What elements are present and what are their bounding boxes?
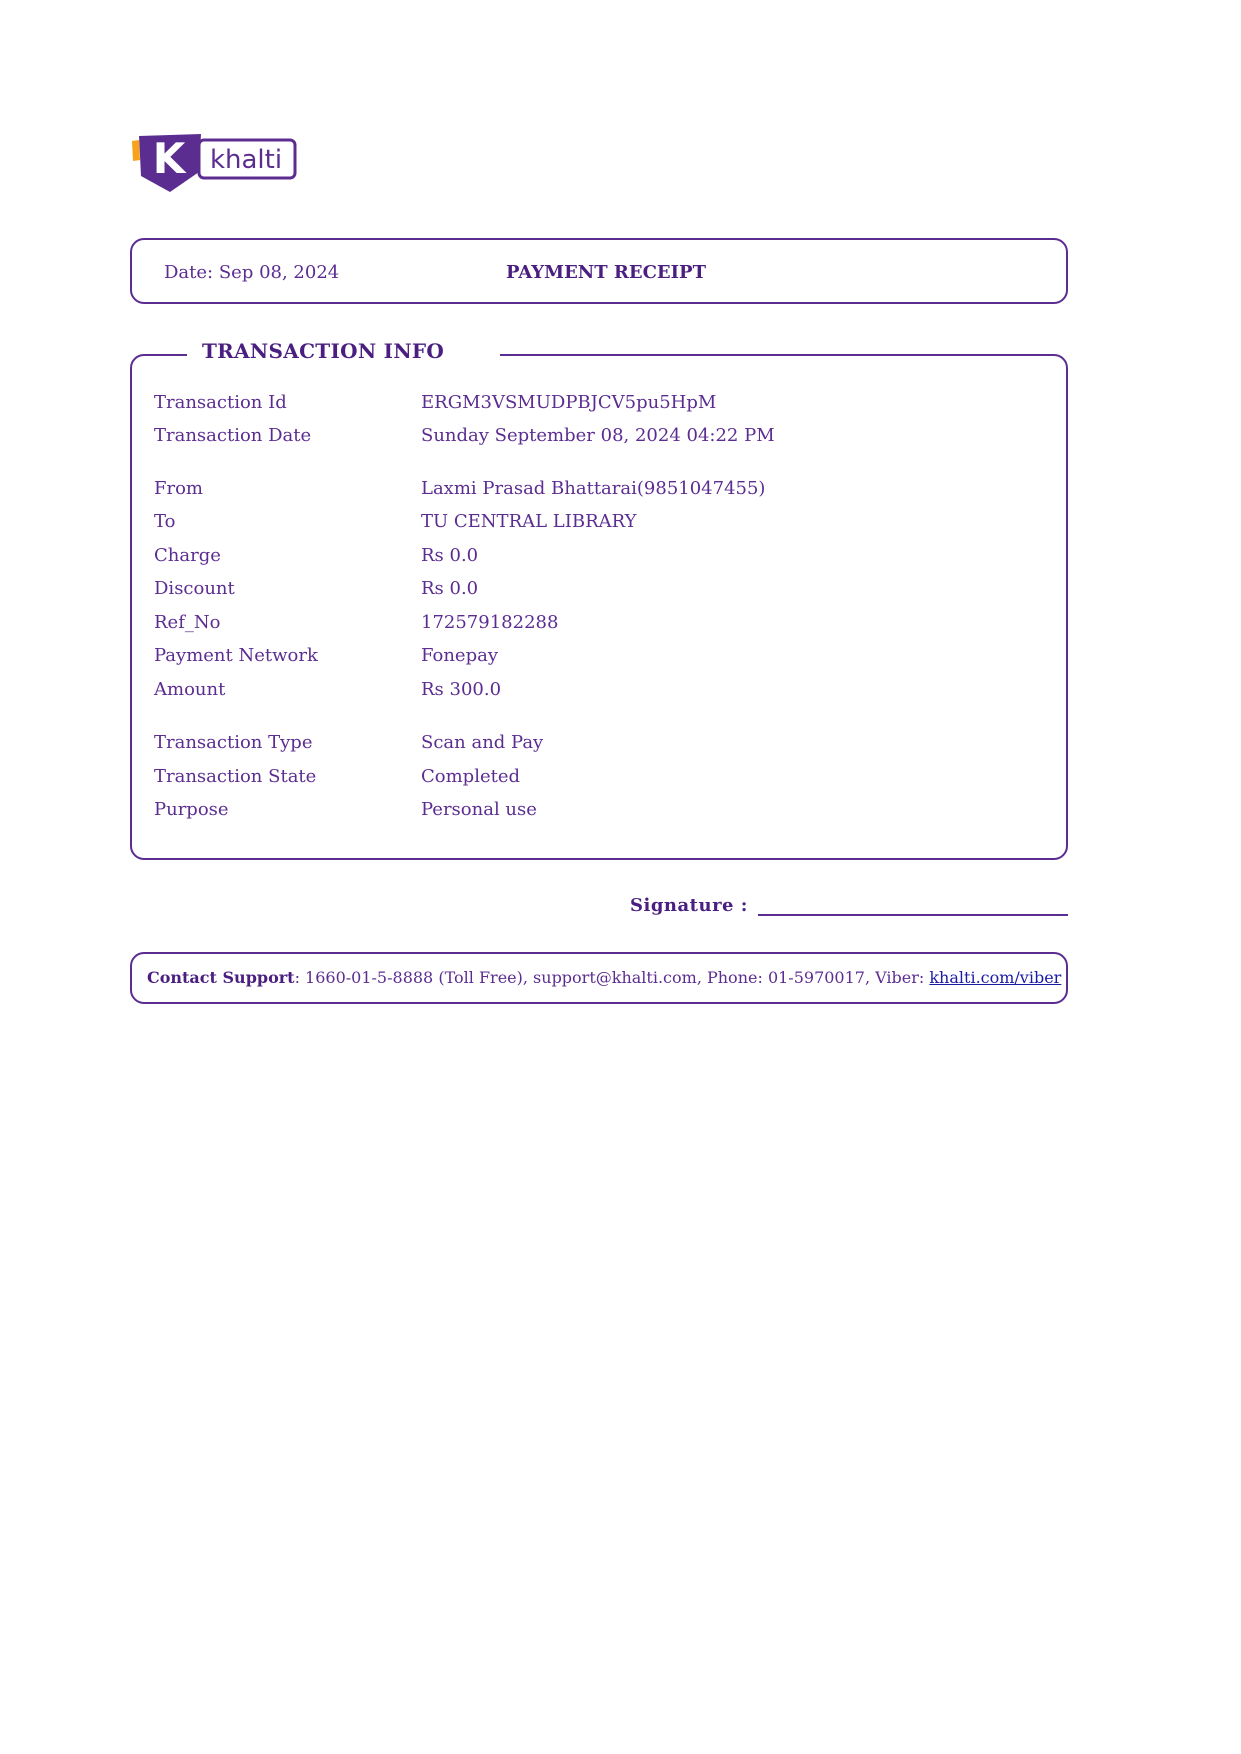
info-value: ERGM3VSMUDPBJCV5pu5HpM (421, 392, 717, 413)
info-label: Purpose (154, 799, 229, 820)
info-value: Sunday September 08, 2024 04:22 PM (421, 425, 775, 446)
contact-support-details: : 1660-01-5-8888 (Toll Free), support@khalti.com, Phone: 01-5970017, Viber: (294, 968, 930, 987)
receipt-date: Date: Sep 08, 2024 (164, 262, 340, 283)
info-label: Transaction Id (154, 392, 287, 413)
info-label: Charge (154, 545, 221, 566)
info-row (154, 799, 537, 820)
info-row (154, 478, 765, 499)
info-row (154, 645, 498, 666)
info-label: Discount (154, 578, 235, 599)
receipt-title: PAYMENT RECEIPT (506, 262, 706, 283)
info-row (154, 578, 478, 599)
receipt-header (130, 238, 1068, 304)
viber-link[interactable]: khalti.com/viber (929, 968, 1062, 987)
info-row (154, 612, 558, 633)
transaction-info-panel (130, 339, 1068, 860)
info-row (154, 679, 501, 700)
info-row (154, 732, 543, 753)
contact-support-text (147, 968, 1061, 987)
khalti-logo (129, 130, 299, 196)
info-label: Payment Network (154, 645, 318, 666)
info-value: Rs 0.0 (421, 545, 479, 566)
info-value: Rs 0.0 (421, 578, 479, 599)
info-label: To (154, 511, 176, 532)
info-row (154, 511, 637, 532)
info-value: 172579182288 (421, 612, 559, 633)
info-value: Scan and Pay (421, 732, 544, 753)
info-label: Amount (154, 679, 226, 700)
info-value: Laxmi Prasad Bhattarai(9851047455) (421, 478, 766, 499)
logo-orange-accent (132, 140, 140, 161)
contact-support-box (130, 952, 1068, 1004)
info-label: Ref_No (154, 612, 221, 633)
transaction-info-heading: TRANSACTION INFO (187, 339, 459, 363)
info-row (154, 392, 716, 413)
contact-support-label: Contact Support (147, 968, 295, 987)
info-label: Transaction Date (154, 425, 312, 446)
signature-line (758, 914, 1068, 916)
info-row (154, 425, 775, 446)
logo-wordmark: khalti (209, 145, 283, 175)
info-value: Fonepay (421, 645, 499, 666)
signature-label: Signature : (630, 895, 748, 916)
info-value: Rs 300.0 (421, 679, 502, 700)
info-row (154, 545, 478, 566)
info-label: Transaction State (154, 766, 317, 787)
info-label: From (154, 478, 203, 499)
info-label: Transaction Type (154, 732, 313, 753)
logo-letter: K (152, 134, 186, 183)
info-value: Completed (421, 766, 521, 787)
info-row (154, 766, 520, 787)
info-value: TU CENTRAL LIBRARY (421, 511, 637, 532)
info-value: Personal use (421, 799, 537, 820)
